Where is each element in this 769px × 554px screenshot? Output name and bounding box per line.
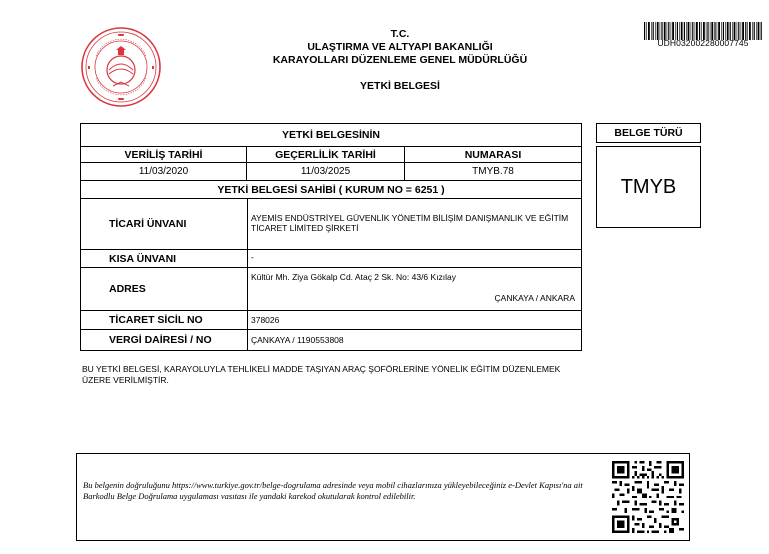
short-name-value: - [247, 249, 582, 268]
trade-name-value: AYEMİS ENDÜSTRİYEL GÜVENLİK YÖNETİM BİLİŞİM DANIŞMANLIK VE EĞİTİM TİCARET LİMİTED ŞİRKETİ [247, 198, 582, 250]
validity-date-header: GEÇERLİLİK TARİHİ [246, 146, 405, 163]
issue-date-value: 11/03/2020 [80, 162, 247, 181]
issue-date-header: VERİLİŞ TARİHİ [80, 146, 247, 163]
number-header: NUMARASI [404, 146, 582, 163]
registry-label: TİCARET SİCİL NO [80, 310, 248, 330]
certificate-number-value: TMYB.78 [404, 162, 582, 181]
certificate-section-title: YETKİ BELGESİNİN [80, 123, 582, 147]
document-type-label: BELGE TÜRÜ [596, 123, 701, 143]
document-title: YETKİ BELGESİ [360, 80, 440, 92]
tax-office-value: ÇANKAYA / 1190553808 [247, 329, 582, 351]
ministry-name: ULAŞTIRMA VE ALTYAPI BAKANLIĞI [307, 41, 493, 53]
directorate-name: KARAYOLLARI DÜZENLEME GENEL MÜDÜRLÜĞÜ [272, 54, 528, 66]
holder-section-title: YETKİ BELGESİ SAHİBİ ( KURUM NO = 6251 ) [80, 180, 582, 199]
country-label: T.C. [390, 28, 410, 40]
document-type-value: TMYB [596, 146, 701, 228]
short-name-label: KISA ÜNVANI [80, 249, 248, 268]
address-value [247, 267, 582, 311]
qr-code-icon[interactable] [612, 461, 684, 533]
address-line-1: Kültür Mh. Ziya Gökalp Cd. Ataç 2 Sk. No: 43/6 Kızılay [251, 272, 457, 282]
address-line-2: ÇANKAYA / ANKARA [494, 293, 575, 303]
address-label: ADRES [80, 267, 248, 311]
tax-office-label: VERGİ DAİRESİ / NO [80, 329, 248, 351]
ministry-seal-icon [80, 26, 162, 108]
certificate-purpose-note: BU YETKİ BELGESİ, KARAYOLUYLA TEHLİKELİ MADDE TAŞIYAN ARAÇ ŞOFÖRLERİNE YÖNELİK EĞİTİM DÜZENLEMEK ÜZERE VERİLMİŞTİR. [82, 364, 561, 385]
verification-text: Bu belgenin doğruluğunu https://www.turkiye.gov.tr/belge-dogrulama adresinde veya mobil cihazlarınıza yükleyebileceğiniz e-Devlet Kapısı'na ait Barkodlu Belge Doğrulama uygulaması vasıtası ile yandaki karekod okutularak kontrol edilebilir. [83, 480, 583, 501]
barcode-number: UDH032002280007745 [657, 38, 749, 48]
validity-date-value: 11/03/2025 [246, 162, 405, 181]
trade-name-label: TİCARİ ÜNVANI [80, 198, 248, 250]
registry-value: 378026 [247, 310, 582, 330]
